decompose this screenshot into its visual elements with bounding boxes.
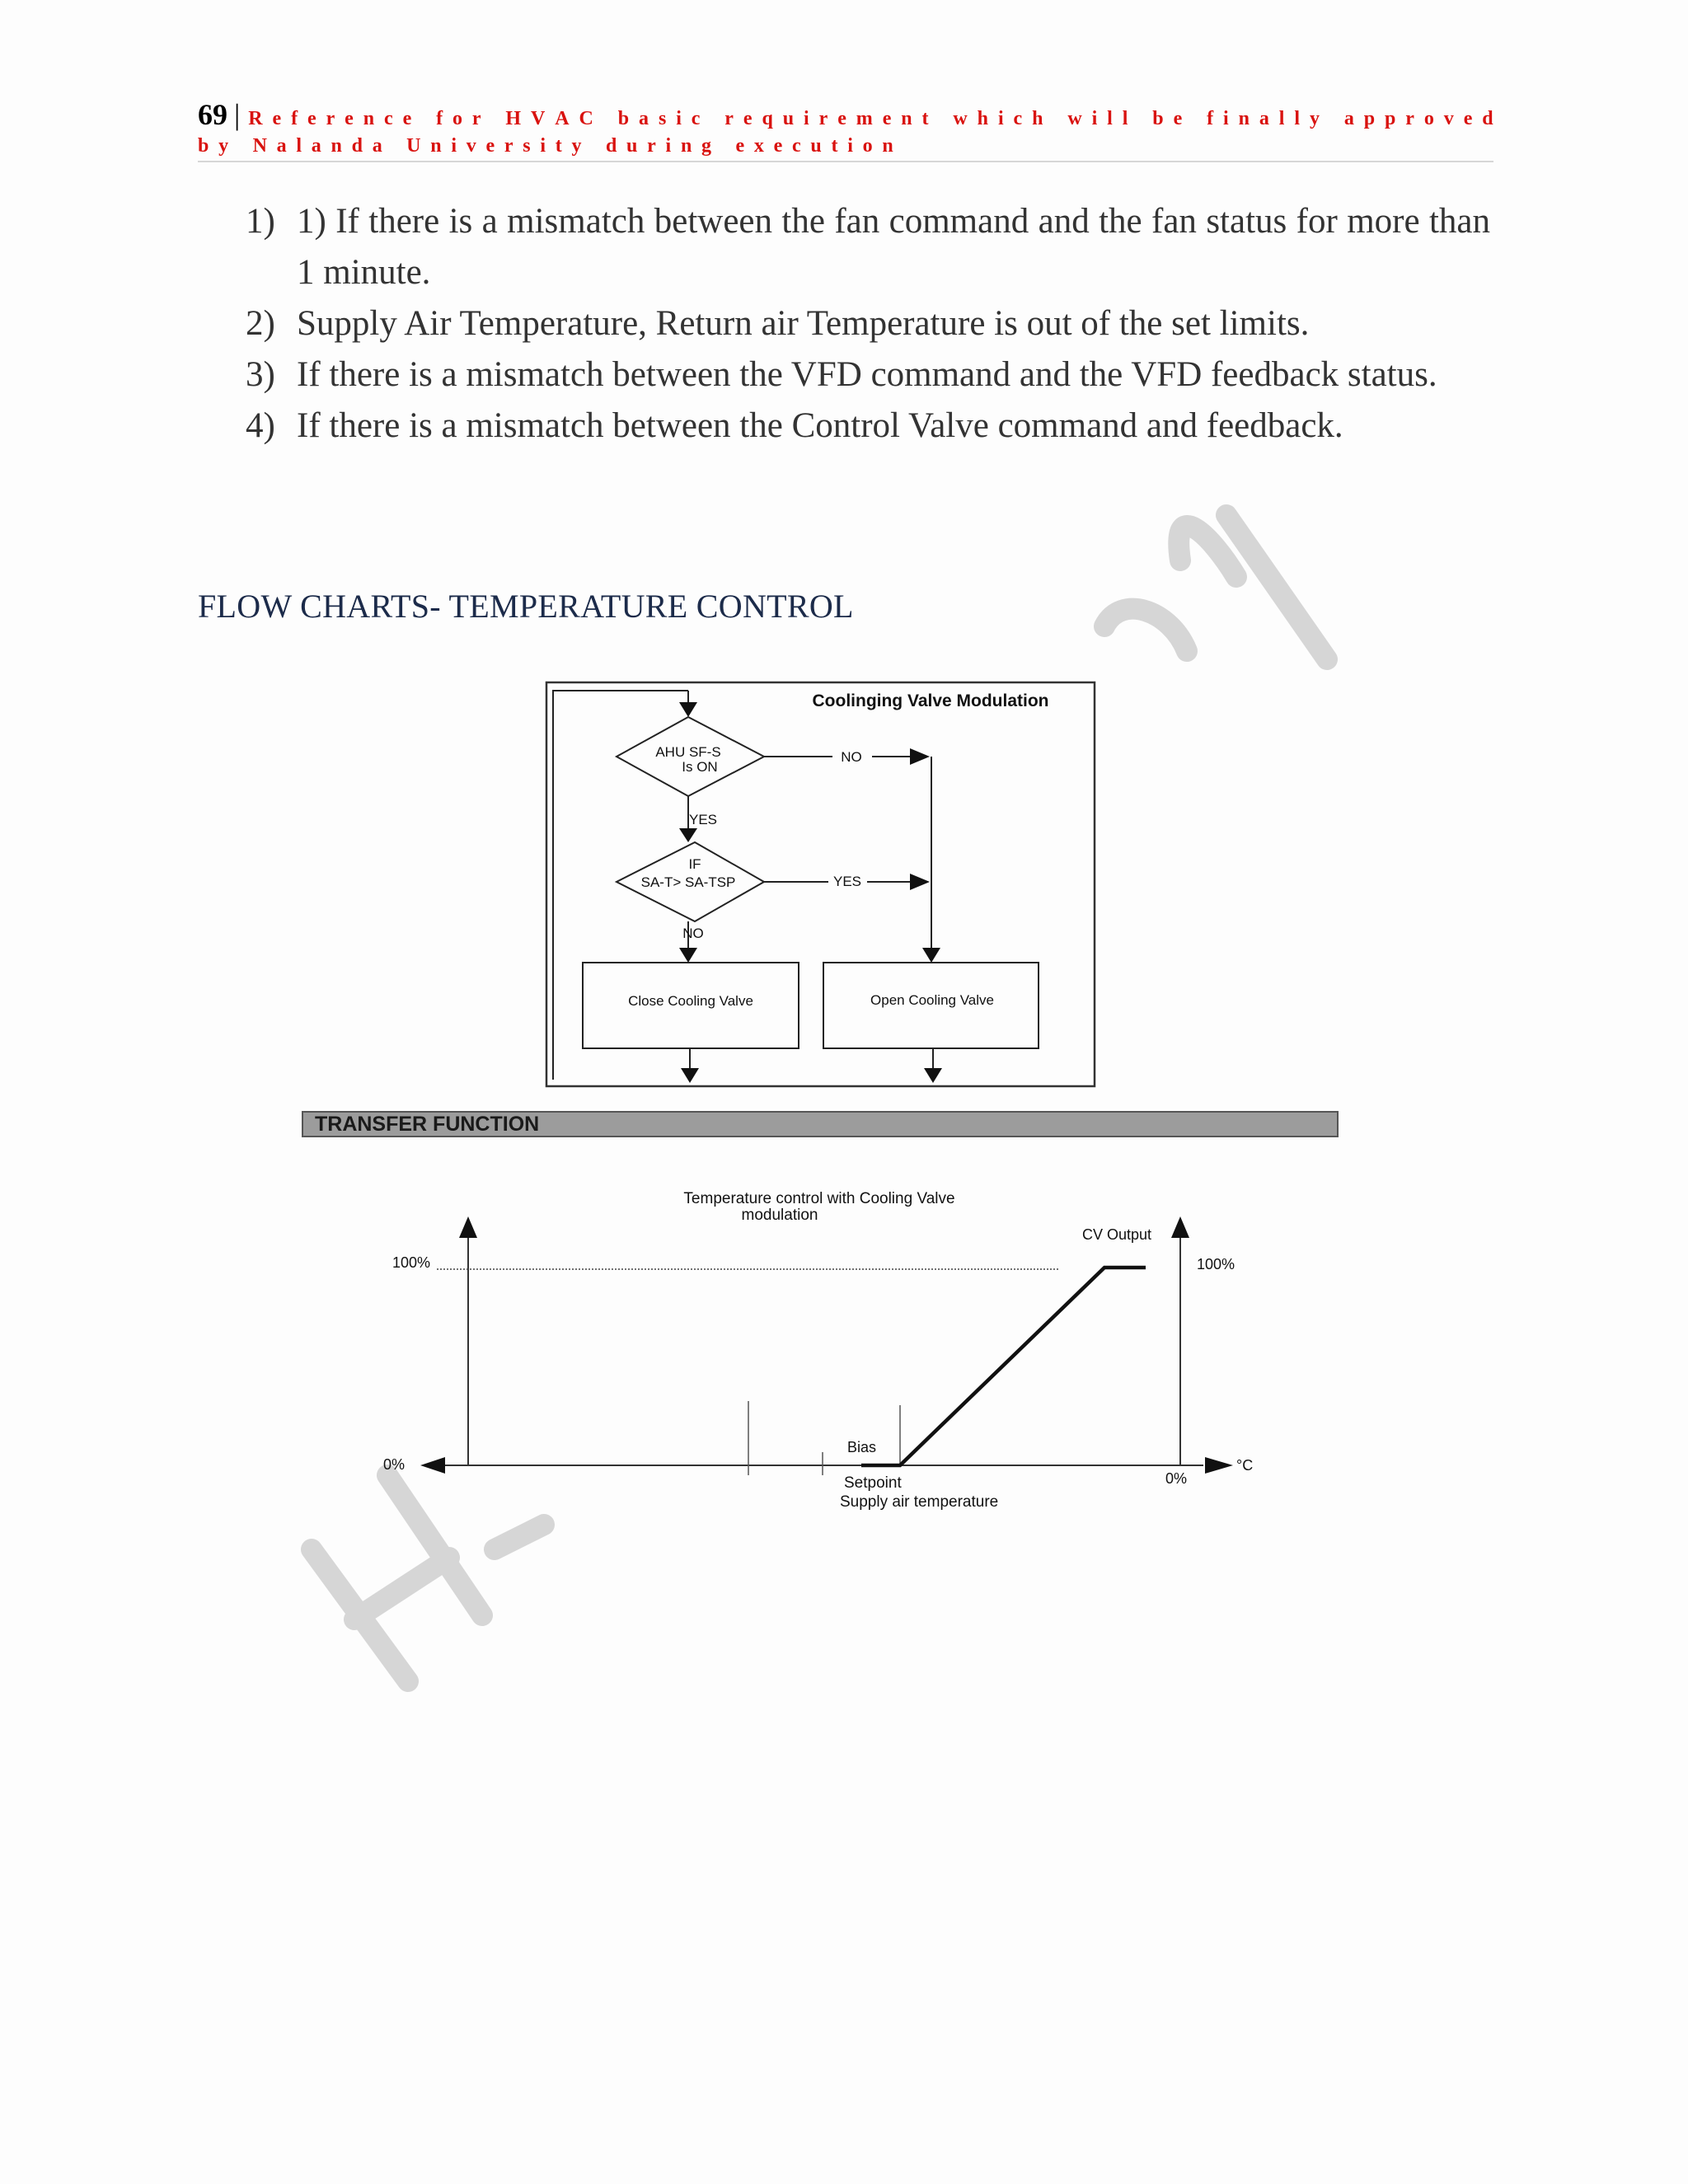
header-char: e — [485, 135, 495, 157]
decision2-label-line1: IF — [688, 856, 701, 872]
header-char: o — [862, 135, 873, 157]
decision2-label-line2: SA-T> SA-TSP — [640, 874, 736, 890]
header-char: e — [1173, 108, 1183, 129]
header-char: e — [882, 108, 892, 129]
header-char: a — [1343, 108, 1354, 129]
list-item-number: 3) — [246, 355, 275, 394]
header-char: l — [1122, 108, 1128, 129]
chart-title-line2: modulation — [741, 1207, 818, 1224]
y-label-0-right: 0% — [1165, 1470, 1188, 1487]
header-char: l — [296, 135, 302, 157]
header-char: e — [773, 135, 783, 157]
header-char: c — [384, 108, 393, 129]
header-char: r — [724, 108, 734, 129]
flowchart-labels — [628, 691, 1048, 1009]
header-char: b — [198, 135, 209, 157]
y-label-0-left: 0% — [383, 1456, 406, 1473]
x-axis-label: Supply air temperature — [840, 1493, 999, 1511]
bias-label: Bias — [847, 1439, 877, 1455]
transfer-function-bar: TRANSFER FUNCTION — [302, 1111, 1339, 1137]
header-char: c — [691, 108, 701, 129]
transfer-function-labels — [383, 1190, 1253, 1511]
header-char: u — [810, 135, 822, 157]
chart-title-line1: Temperature control with Cooling Valve — [683, 1190, 955, 1207]
header-char: i — [847, 135, 853, 157]
section-heading: FLOW CHARTS- TEMPERATURE CONTROL — [198, 588, 854, 625]
header-char: i — [665, 135, 672, 157]
header-char: e — [1463, 108, 1473, 129]
header-char: v — [1443, 108, 1454, 129]
header-char: n — [1238, 108, 1250, 129]
decision1-no-label: NO — [841, 749, 862, 765]
header-char: C — [579, 108, 593, 129]
header-char: R — [248, 108, 263, 129]
header-char: V — [531, 108, 546, 129]
header-char: i — [676, 108, 682, 129]
header-char: b — [1152, 108, 1164, 129]
header-char: e — [735, 135, 745, 157]
decision1-label-line2: Is ON — [682, 759, 718, 775]
header-char: e — [402, 108, 412, 129]
header-char: l — [1294, 108, 1301, 129]
header-char: N — [252, 135, 267, 157]
header-char: l — [1107, 108, 1113, 129]
header-char: q — [762, 108, 773, 129]
close-cooling-valve-label: Close Cooling Valve — [628, 993, 753, 1009]
header-char: w — [1067, 108, 1082, 129]
header-char: m — [856, 108, 873, 129]
list-item-text: 1) If there is a mismatch between the fan command and the fan status for more than 1 minute. — [297, 202, 1490, 292]
header-char: r — [504, 135, 513, 157]
header-char: r — [647, 135, 656, 157]
y-label-100-right: 100% — [1197, 1256, 1236, 1272]
flowchart-title: Coolinging Valve Modulation — [812, 691, 1049, 710]
header-char: a — [639, 108, 649, 129]
header-char: x — [753, 135, 764, 157]
header-char: p — [1385, 108, 1396, 129]
header-char: d — [1482, 108, 1493, 129]
transfer-function-chart — [420, 1216, 1236, 1475]
decision2-yes-label: YES — [832, 874, 862, 889]
header-char: r — [1405, 108, 1414, 129]
header-char: e — [272, 108, 282, 129]
decision1-label-line1: AHU SF-S — [655, 744, 721, 760]
list-item-text: If there is a mismatch between the VFD command and the VFD feedback status. — [297, 355, 1437, 394]
header-char: f — [291, 108, 298, 129]
header-char: o — [452, 108, 462, 129]
header-char: a — [311, 135, 321, 157]
header-char: f — [436, 108, 443, 129]
header-char: s — [658, 108, 667, 129]
setpoint-label: Setpoint — [844, 1474, 902, 1492]
header-char: t — [921, 108, 929, 129]
open-cooling-valve-label: Open Cooling Valve — [870, 992, 994, 1008]
decision1-yes-label: YES — [688, 812, 718, 827]
header-char: i — [540, 135, 546, 157]
header-char: n — [430, 135, 442, 157]
header-char: i — [451, 135, 457, 157]
header-char: H — [505, 108, 522, 129]
list-item-number: 1) — [246, 202, 275, 241]
header-char: e — [837, 108, 846, 129]
header-char: i — [1222, 108, 1229, 129]
header-char: g — [701, 135, 712, 157]
header-char: i — [997, 108, 1004, 129]
header-char: e — [743, 108, 753, 129]
cv-output-label: CV Output — [1082, 1226, 1152, 1243]
header-char: y — [571, 135, 582, 157]
header-char: n — [680, 135, 692, 157]
header-char: r — [818, 108, 828, 129]
header-char: t — [555, 135, 562, 157]
header-char: p — [1363, 108, 1376, 129]
decision2-no-label: NO — [682, 926, 704, 941]
header-char: n — [901, 108, 912, 129]
header-char: i — [1091, 108, 1098, 129]
list-item-number: 2) — [246, 304, 275, 343]
y-label-100-left: 100% — [392, 1254, 431, 1271]
header-char: n — [882, 135, 893, 157]
header-char: A — [555, 108, 570, 129]
header-char: t — [831, 135, 838, 157]
header-char: a — [372, 135, 382, 157]
header-char: y — [218, 135, 229, 157]
header-char: v — [466, 135, 476, 157]
header-char: e — [307, 108, 316, 129]
list-item-text: If there is a mismatch between the Control Valve command and feedback. — [297, 406, 1343, 445]
cooling-valve-output-curve — [861, 1268, 1146, 1465]
header-char: a — [1259, 108, 1269, 129]
header-char: l — [1278, 108, 1285, 129]
flowchart-frame — [546, 682, 1095, 1086]
header-char: b — [617, 108, 630, 129]
list-item-text: Supply Air Temperature, Return air Temperature is out of the set limits. — [297, 304, 1310, 343]
header-char: a — [276, 135, 287, 157]
flowchart — [546, 682, 1095, 1086]
header-char: c — [1013, 108, 1023, 129]
header-char: s — [523, 135, 531, 157]
header-char: h — [1032, 108, 1043, 129]
header-char: u — [782, 108, 795, 129]
header-char: c — [792, 135, 801, 157]
header-char: d — [605, 135, 617, 157]
header-char: y — [1309, 108, 1320, 129]
header-char: r — [326, 108, 335, 129]
header-char: n — [331, 135, 342, 157]
header-char: e — [345, 108, 354, 129]
header-char: u — [626, 135, 638, 157]
header-char: i — [804, 108, 809, 129]
page-number: 69 — [198, 98, 227, 131]
header-char: d — [351, 135, 363, 157]
header-char: h — [977, 108, 989, 129]
list-item-number: 4) — [246, 406, 275, 445]
header-separator: | — [234, 98, 241, 131]
header-char: r — [471, 108, 481, 129]
unit-label: °C — [1236, 1457, 1254, 1474]
header-char: f — [1207, 108, 1214, 129]
header-char: o — [1423, 108, 1434, 129]
header-char: w — [953, 108, 968, 129]
header-char: n — [363, 108, 375, 129]
header-char: U — [406, 135, 421, 157]
